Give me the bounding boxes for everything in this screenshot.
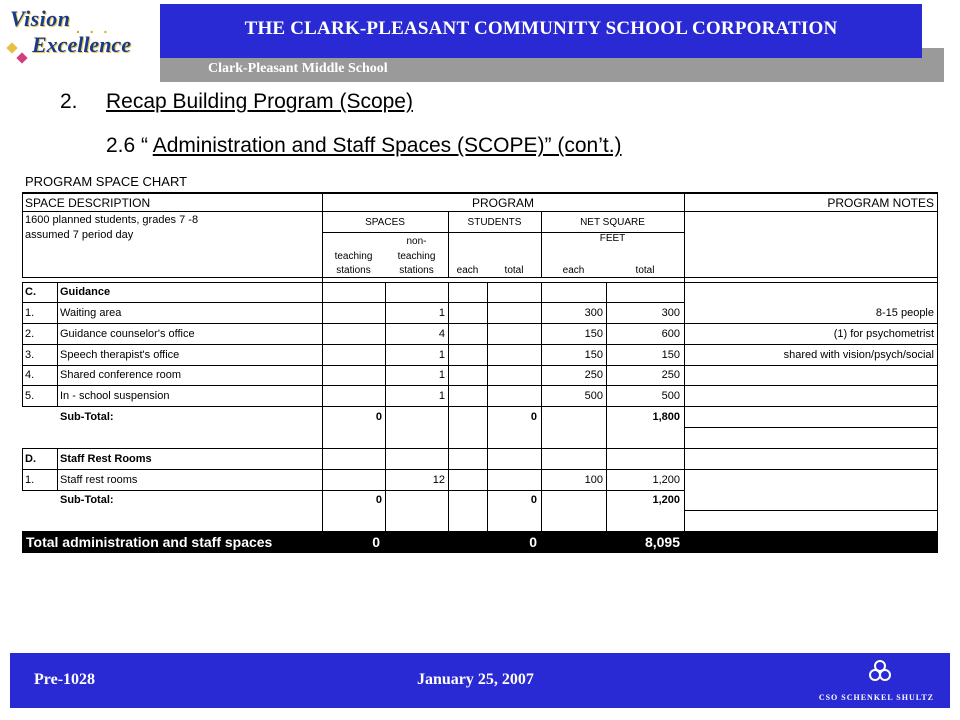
row-num: 3. bbox=[25, 349, 35, 361]
table-border bbox=[22, 385, 938, 386]
table-border bbox=[22, 469, 938, 470]
table-border bbox=[22, 323, 938, 324]
space-description-header: SPACE DESCRIPTION bbox=[25, 196, 151, 210]
row-desc: Staff Rest Rooms bbox=[60, 453, 152, 465]
row-sf-total: 150 bbox=[661, 349, 680, 361]
grand-total-students: 0 bbox=[529, 534, 537, 550]
nonteaching-header-3: stations bbox=[399, 265, 434, 276]
sf-total-header: total bbox=[635, 265, 655, 276]
footer-bar bbox=[10, 653, 950, 708]
vision-excellence-logo bbox=[6, 4, 131, 66]
section-number: 2. bbox=[60, 90, 78, 113]
table-border bbox=[684, 192, 685, 532]
logo-word-vision: Vision bbox=[10, 6, 71, 31]
table-border bbox=[22, 344, 938, 345]
firm-logo-icon bbox=[868, 659, 892, 683]
row-num: 1. bbox=[25, 474, 35, 486]
row-nonteach: 1 bbox=[438, 369, 445, 381]
row-sf-total: 1,800 bbox=[652, 411, 680, 423]
document-code: Pre-1028 bbox=[34, 671, 96, 688]
row-note: 8-15 people bbox=[875, 307, 934, 319]
subsection-title: Administration and Staff Spaces (SCOPE)” (con’t.) bbox=[152, 134, 622, 157]
row-sf-total: 500 bbox=[661, 390, 680, 402]
row-desc: Guidance counselor's office bbox=[60, 328, 195, 340]
row-nonteach: 4 bbox=[438, 328, 445, 340]
section-heading bbox=[60, 90, 413, 114]
row-num: 1. bbox=[25, 307, 35, 319]
firm-name: CSO SCHENKEL SHULTZ bbox=[818, 693, 934, 702]
subsection-number: 2.6 “ bbox=[106, 134, 149, 157]
row-desc: Sub-Total: bbox=[60, 411, 114, 423]
students-each-header: each bbox=[456, 265, 479, 276]
row-stud-total: 0 bbox=[530, 494, 537, 506]
table-border bbox=[684, 510, 938, 511]
grand-total-teaching: 0 bbox=[372, 534, 380, 550]
students-total-header: total bbox=[504, 265, 524, 276]
header-bar bbox=[160, 4, 922, 58]
table-border bbox=[322, 192, 323, 532]
table-border bbox=[22, 211, 938, 212]
period-note: assumed 7 period day bbox=[25, 229, 134, 241]
row-sf-total: 1,200 bbox=[652, 474, 680, 486]
row-nonteach: 1 bbox=[438, 349, 445, 361]
row-num: 4. bbox=[25, 369, 35, 381]
teaching-header: teaching bbox=[334, 251, 373, 262]
row-desc: Staff rest rooms bbox=[60, 474, 138, 486]
logo-word-excellence: Excellence bbox=[32, 32, 131, 57]
row-desc: Sub-Total: bbox=[60, 494, 114, 506]
table-border bbox=[22, 490, 684, 491]
row-sf-each: 100 bbox=[584, 474, 603, 486]
row-desc: Waiting area bbox=[60, 307, 122, 319]
net-square-feet-header: NET SQUARE bbox=[580, 217, 645, 228]
row-sf-each: 150 bbox=[584, 349, 603, 361]
corporation-title: THE CLARK-PLEASANT COMMUNITY SCHOOL CORPORATION bbox=[244, 18, 838, 39]
program-header: PROGRAM bbox=[471, 196, 534, 210]
row-num: 2. bbox=[25, 328, 35, 340]
net-square-feet-header-2: FEET bbox=[599, 233, 626, 244]
subsection-heading bbox=[106, 134, 622, 158]
row-num: 5. bbox=[25, 390, 35, 402]
logo-star-icon bbox=[16, 52, 27, 63]
grand-total-row bbox=[22, 531, 938, 553]
row-desc: Speech therapist's office bbox=[60, 349, 180, 361]
table-border bbox=[22, 192, 23, 278]
table-border bbox=[22, 277, 938, 278]
table-border bbox=[22, 365, 938, 366]
row-sf-total: 1,200 bbox=[652, 494, 680, 506]
row-desc: Guidance bbox=[60, 286, 111, 298]
document-date: January 25, 2007 bbox=[417, 671, 534, 688]
row-desc: Shared conference room bbox=[60, 369, 182, 381]
row-stud-total: 0 bbox=[530, 411, 537, 423]
sf-each-header: each bbox=[562, 265, 585, 276]
grand-total-square-feet: 8,095 bbox=[644, 534, 680, 550]
row-sf-total: 250 bbox=[661, 369, 680, 381]
nonteaching-header: non- bbox=[406, 236, 427, 247]
table-border bbox=[22, 192, 938, 194]
row-sf-each: 150 bbox=[584, 328, 603, 340]
spaces-header: SPACES bbox=[365, 217, 405, 228]
row-teach: 0 bbox=[375, 411, 382, 423]
row-nonteach: 12 bbox=[432, 474, 445, 486]
row-num: C. bbox=[25, 286, 36, 298]
row-note: shared with vision/psych/social bbox=[783, 349, 934, 361]
row-teach: 0 bbox=[375, 494, 382, 506]
enrollment-note: 1600 planned students, grades 7 -8 bbox=[25, 214, 199, 226]
row-sf-each: 250 bbox=[584, 369, 603, 381]
row-nonteach: 1 bbox=[438, 307, 445, 319]
row-note: (1) for psychometrist bbox=[833, 328, 934, 340]
table-border bbox=[937, 192, 938, 532]
table-border bbox=[22, 302, 684, 303]
section-title: Recap Building Program (Scope) bbox=[106, 90, 413, 113]
school-name: Clark-Pleasant Middle School bbox=[208, 61, 388, 76]
logo-star-icon bbox=[6, 42, 17, 53]
row-sf-each: 300 bbox=[584, 307, 603, 319]
row-sf-total: 300 bbox=[661, 307, 680, 319]
table-border bbox=[448, 282, 449, 532]
row-sf-total: 600 bbox=[661, 328, 680, 340]
grand-total-label: Total administration and staff spaces bbox=[26, 534, 273, 550]
row-nonteach: 1 bbox=[438, 390, 445, 402]
teaching-header-2: stations bbox=[336, 265, 371, 276]
table-border bbox=[22, 282, 938, 283]
students-header: STUDENTS bbox=[467, 217, 522, 228]
row-desc: In - school suspension bbox=[60, 390, 170, 402]
chart-title: PROGRAM SPACE CHART bbox=[25, 174, 188, 189]
table-border bbox=[22, 448, 938, 449]
row-sf-each: 500 bbox=[584, 390, 603, 402]
program-notes-header: PROGRAM NOTES bbox=[827, 196, 934, 210]
program-space-table bbox=[22, 192, 938, 554]
nonteaching-header-2: teaching bbox=[397, 251, 436, 262]
logo-dots: . . . bbox=[76, 20, 111, 36]
table-border bbox=[22, 406, 938, 407]
row-num: D. bbox=[25, 453, 36, 465]
table-border bbox=[684, 427, 938, 428]
